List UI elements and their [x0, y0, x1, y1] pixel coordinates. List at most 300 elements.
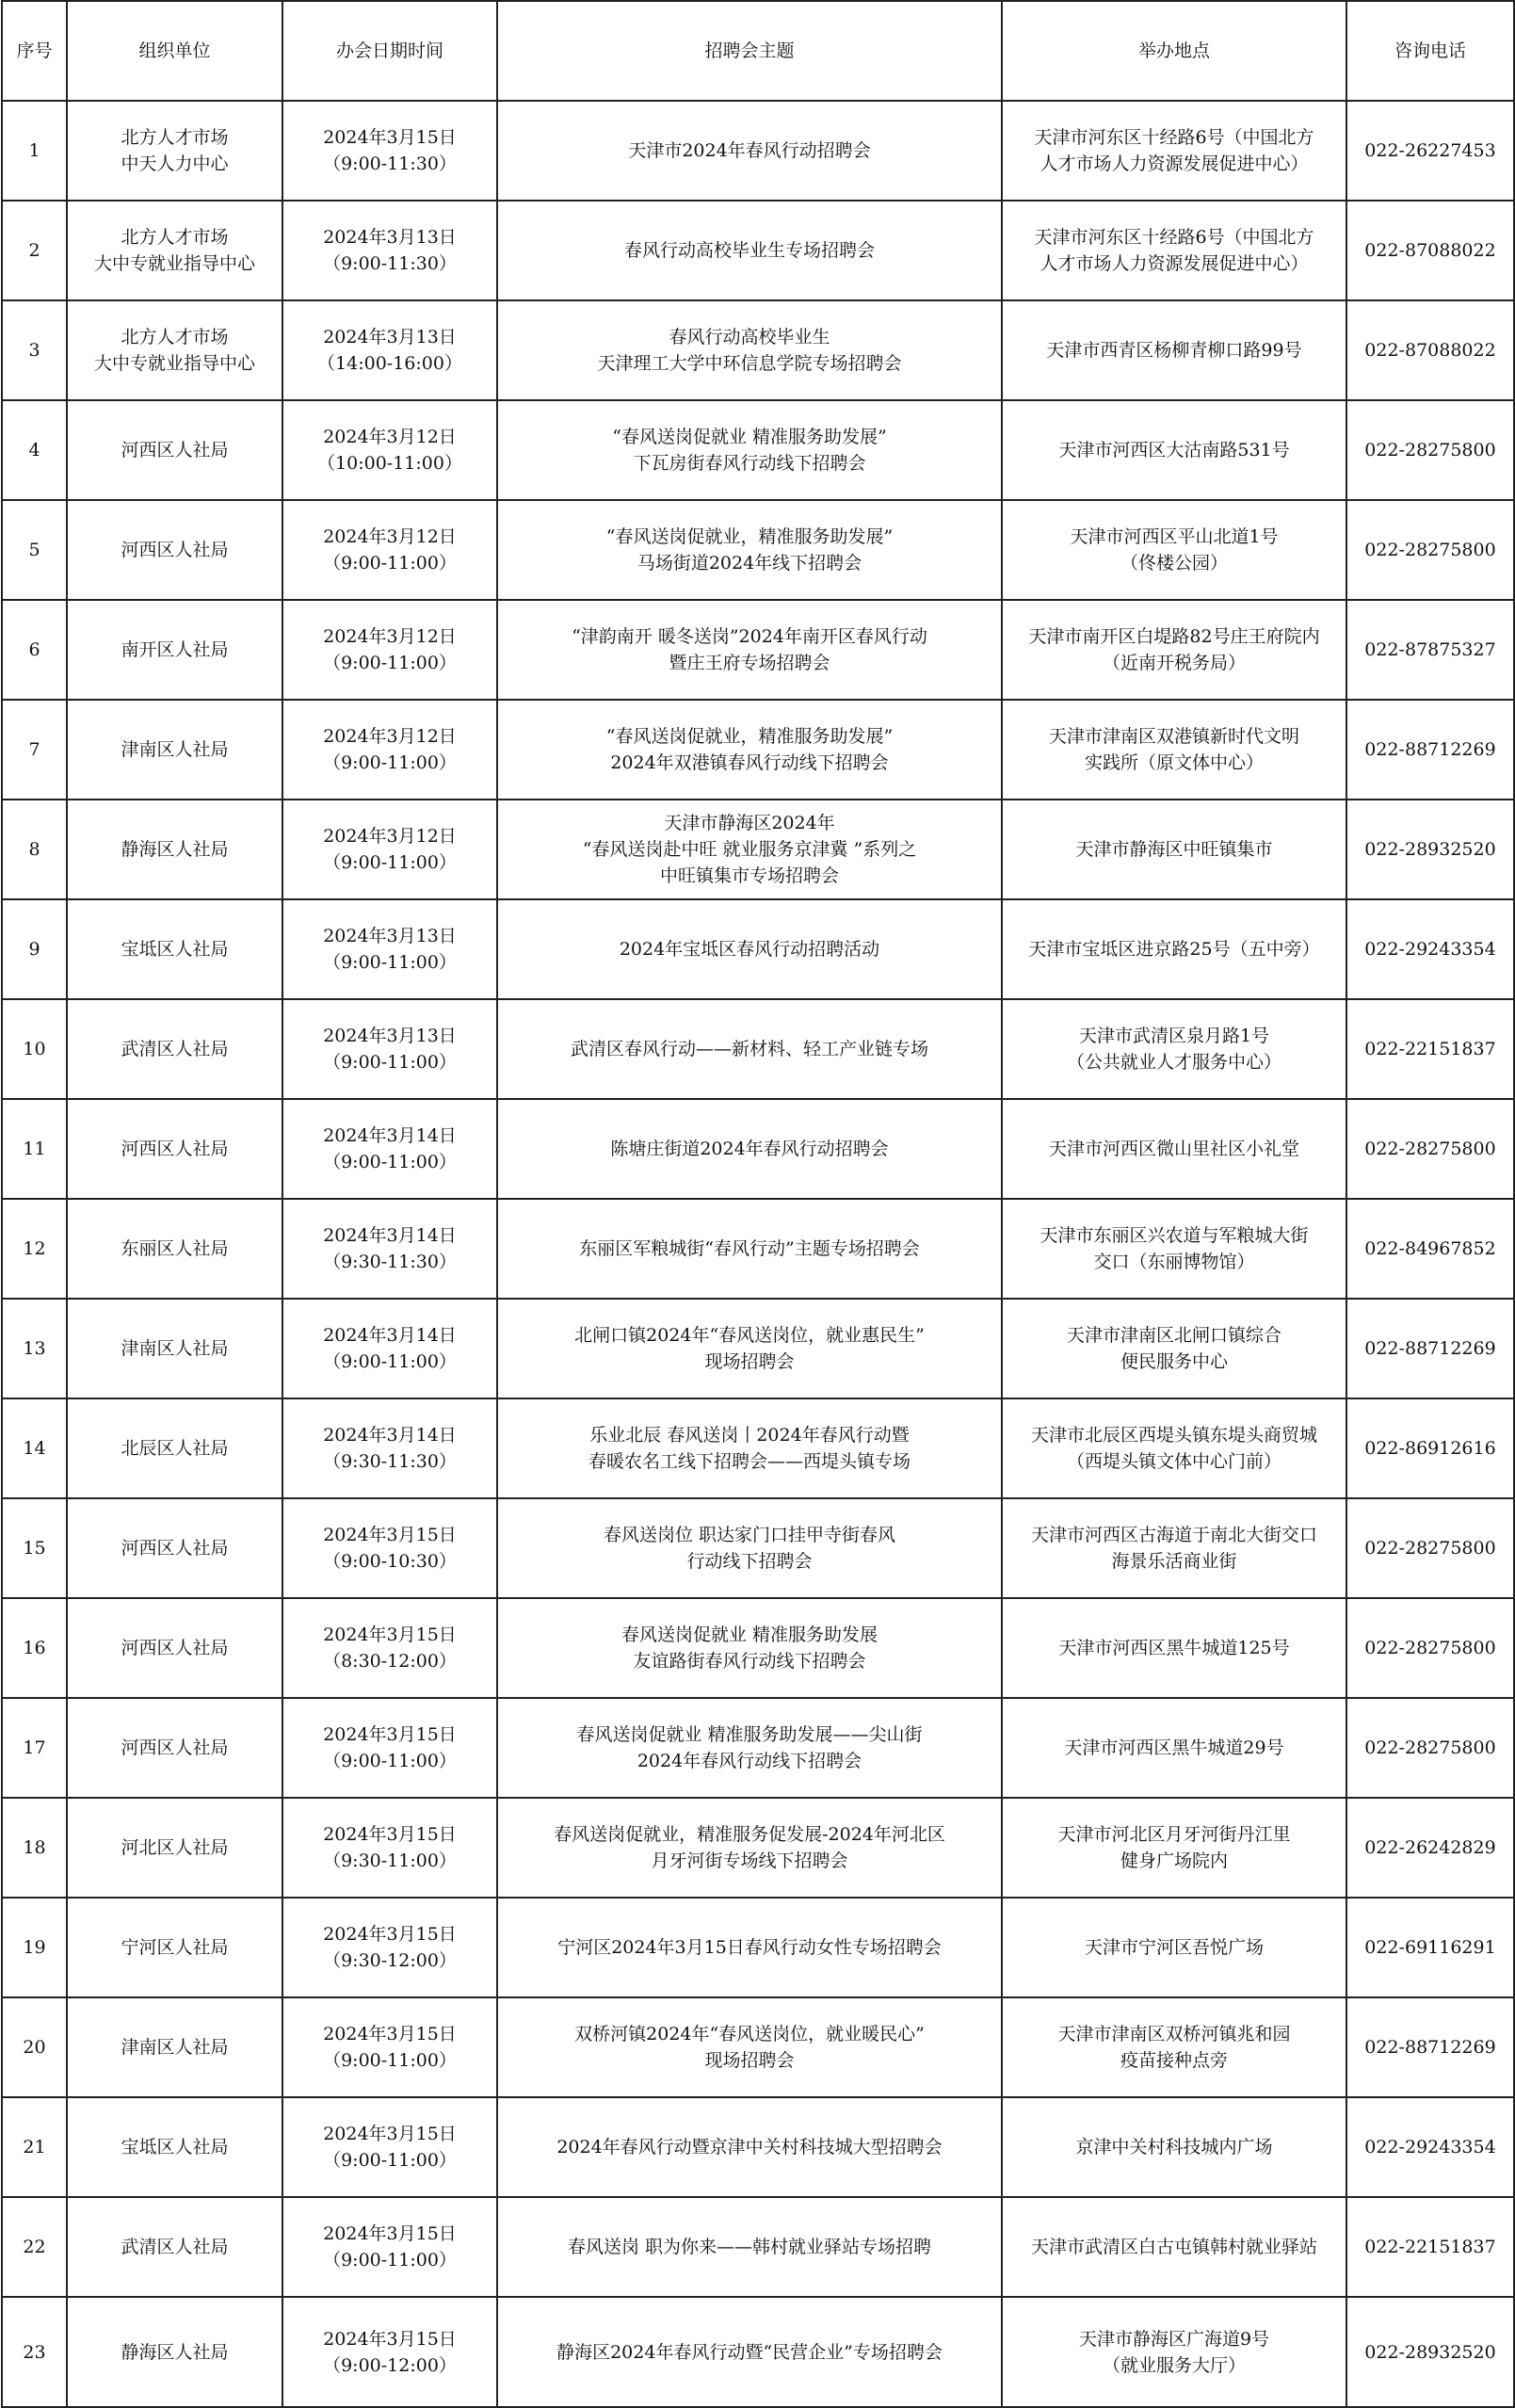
- theme-cell-text: 春风行动高校毕业生 天津理工大学中环信息学院专场招聘会: [597, 327, 902, 374]
- organizer-cell: [67, 400, 282, 500]
- index-cell: [2, 2197, 67, 2297]
- organizer-cell-text: 津南区人社局: [121, 739, 229, 760]
- date-time-cell: [282, 1698, 497, 1798]
- index-cell-text: 10: [23, 1039, 46, 1059]
- location-cell: [1002, 1498, 1346, 1598]
- location-cell: [1002, 800, 1346, 899]
- theme-cell-text: “春风送岗促就业 精准服务助发展” 下瓦房街春风行动线下招聘会: [612, 427, 887, 474]
- date-time-cell: [282, 1898, 497, 1997]
- table-row: [2, 800, 1514, 899]
- organizer-cell: [67, 1099, 282, 1199]
- organizer-cell-text: 河西区人社局: [121, 1638, 229, 1658]
- organizer-cell-text: 河西区人社局: [121, 1139, 229, 1159]
- index-cell: [2, 999, 67, 1099]
- index-cell: [2, 1299, 67, 1398]
- table-body: [2, 101, 1514, 2407]
- theme-cell: [497, 999, 1002, 1099]
- organizer-cell-text: 宝坻区人社局: [121, 2137, 229, 2158]
- theme-cell-text: 双桥河镇2024年“春风送岗位，就业暖民心” 现场招聘会: [574, 2024, 925, 2071]
- location-cell: [1002, 600, 1346, 700]
- phone-cell: [1346, 300, 1514, 400]
- organizer-cell-text: 武清区人社局: [121, 2237, 229, 2257]
- location-cell-text: 天津市津南区双桥河镇兆和园 疫苗接种点旁: [1057, 2024, 1291, 2071]
- phone-cell: [1346, 201, 1514, 300]
- location-cell: [1002, 2097, 1346, 2197]
- index-cell: [2, 201, 67, 300]
- index-cell: [2, 1698, 67, 1798]
- header-date-time: 办会日期时间: [282, 1, 497, 101]
- index-cell-text: 6: [28, 639, 40, 660]
- location-cell: [1002, 300, 1346, 400]
- location-cell-text: 天津市南开区白堤路82号庄王府院内 （近南开税务局）: [1028, 626, 1320, 673]
- theme-cell: [497, 1099, 1002, 1199]
- phone-cell: [1346, 800, 1514, 899]
- date-time-cell-text: 2024年3月13日 （9:00-11:00）: [323, 1026, 457, 1073]
- index-cell-text: 21: [23, 2137, 46, 2158]
- theme-cell-text: 春风送岗 职为你来——韩村就业驿站专场招聘: [567, 2237, 932, 2257]
- theme-cell-text: 天津市静海区2024年 “春风送岗赴中旺 就业服务京津冀 ”系列之 中旺镇集市专场招聘会: [582, 813, 917, 886]
- phone-cell-text: 022-84967852: [1364, 1238, 1496, 1259]
- phone-cell-text: 022-87088022: [1364, 340, 1496, 361]
- theme-cell: [497, 1997, 1002, 2097]
- phone-cell-text: 022-22151837: [1364, 2237, 1496, 2257]
- table-row: [2, 2097, 1514, 2197]
- index-cell-text: 15: [23, 1538, 46, 1559]
- location-cell-text: 天津市北辰区西堤头镇东堤头商贸城 （西堤头镇文体中心门前）: [1030, 1425, 1317, 1472]
- phone-cell: [1346, 1199, 1514, 1299]
- organizer-cell-text: 武清区人社局: [121, 1039, 229, 1059]
- theme-cell: [497, 201, 1002, 300]
- phone-cell: [1346, 1898, 1514, 1997]
- date-time-cell-text: 2024年3月12日 （9:00-11:00）: [323, 626, 457, 673]
- theme-cell: [497, 101, 1002, 201]
- location-cell: [1002, 2297, 1346, 2407]
- location-cell-text: 天津市河北区月牙河街丹江里 健身广场院内: [1057, 1824, 1291, 1871]
- table-row: [2, 1199, 1514, 1299]
- table-row: [2, 1598, 1514, 1698]
- phone-cell: [1346, 1099, 1514, 1199]
- index-cell: [2, 800, 67, 899]
- date-time-cell: [282, 2197, 497, 2297]
- index-cell: [2, 1199, 67, 1299]
- table-row: [2, 1798, 1514, 1898]
- location-cell-text: 天津市津南区双港镇新时代文明 实践所（原文体中心）: [1048, 726, 1299, 773]
- index-cell-text: 7: [28, 739, 40, 760]
- date-time-cell-text: 2024年3月13日 （9:00-11:30）: [323, 227, 457, 274]
- table-row: [2, 1099, 1514, 1199]
- location-cell: [1002, 1199, 1346, 1299]
- theme-cell: [497, 1299, 1002, 1398]
- date-time-cell: [282, 500, 497, 600]
- theme-cell-text: “津韵南开 暖冬送岗”2024年南开区春风行动 暨庄王府专场招聘会: [572, 626, 927, 673]
- location-cell-text: 天津市武清区泉月路1号 （公共就业人才服务中心）: [1066, 1026, 1281, 1073]
- theme-cell-text: 春风行动高校毕业生专场招聘会: [623, 240, 875, 261]
- theme-cell: [497, 2197, 1002, 2297]
- phone-cell-text: 022-28275800: [1364, 1737, 1496, 1758]
- organizer-cell: [67, 999, 282, 1099]
- index-cell-text: 22: [23, 2237, 46, 2257]
- theme-cell: [497, 400, 1002, 500]
- phone-cell: [1346, 1498, 1514, 1598]
- organizer-cell: [67, 2097, 282, 2197]
- theme-cell: [497, 2097, 1002, 2197]
- index-cell-text: 18: [23, 1837, 46, 1858]
- index-cell-text: 16: [23, 1638, 46, 1658]
- phone-cell-text: 022-26227453: [1364, 140, 1496, 161]
- table-row: [2, 500, 1514, 600]
- header-index: 序号: [2, 1, 67, 101]
- phone-cell-text: 022-28275800: [1364, 1139, 1496, 1159]
- date-time-cell: [282, 999, 497, 1099]
- location-cell: [1002, 999, 1346, 1099]
- phone-cell: [1346, 999, 1514, 1099]
- table-row: [2, 400, 1514, 500]
- organizer-cell: [67, 101, 282, 201]
- organizer-cell: [67, 1997, 282, 2097]
- location-cell-text: 天津市河东区十经路6号（中国北方 人才市场人力资源发展促进中心）: [1034, 127, 1314, 174]
- date-time-cell-text: 2024年3月15日 （9:00-11:00）: [323, 2024, 457, 2071]
- theme-cell: [497, 1698, 1002, 1798]
- index-cell-text: 2: [28, 240, 40, 261]
- location-cell-text: 天津市宝坻区进京路25号（五中旁）: [1028, 939, 1320, 960]
- theme-cell: [497, 2297, 1002, 2407]
- organizer-cell: [67, 1798, 282, 1898]
- index-cell-text: 4: [28, 440, 40, 461]
- date-time-cell-text: 2024年3月15日 （9:30-12:00）: [323, 1924, 457, 1971]
- table-row: [2, 899, 1514, 999]
- phone-cell-text: 022-28275800: [1364, 440, 1496, 461]
- table-row: [2, 2197, 1514, 2297]
- date-time-cell: [282, 800, 497, 899]
- date-time-cell-text: 2024年3月14日 （9:00-11:00）: [323, 1325, 457, 1372]
- phone-cell: [1346, 600, 1514, 700]
- index-cell-text: 20: [23, 2037, 46, 2058]
- phone-cell: [1346, 2297, 1514, 2407]
- phone-cell: [1346, 400, 1514, 500]
- index-cell: [2, 300, 67, 400]
- location-cell: [1002, 1398, 1346, 1498]
- phone-cell-text: 022-28275800: [1364, 540, 1496, 560]
- organizer-cell: [67, 300, 282, 400]
- organizer-cell: [67, 201, 282, 300]
- phone-cell-text: 022-86912616: [1364, 1438, 1496, 1459]
- organizer-cell-text: 宝坻区人社局: [121, 939, 229, 960]
- location-cell-text: 天津市河西区黑牛城道125号: [1058, 1638, 1290, 1658]
- phone-cell-text: 022-87088022: [1364, 240, 1496, 261]
- table-row: [2, 201, 1514, 300]
- location-cell: [1002, 101, 1346, 201]
- phone-cell-text: 022-22151837: [1364, 1039, 1496, 1059]
- location-cell-text: 天津市宁河区吾悦广场: [1084, 1937, 1264, 1958]
- theme-cell: [497, 800, 1002, 899]
- date-time-cell: [282, 101, 497, 201]
- index-cell: [2, 600, 67, 700]
- index-cell: [2, 1798, 67, 1898]
- theme-cell-text: 静海区2024年春风行动暨“民营企业”专场招聘会: [556, 2341, 943, 2363]
- phone-cell: [1346, 1997, 1514, 2097]
- organizer-cell: [67, 700, 282, 800]
- date-time-cell-text: 2024年3月14日 （9:00-11:00）: [323, 1125, 457, 1172]
- organizer-cell-text: 河西区人社局: [121, 540, 229, 560]
- phone-cell: [1346, 700, 1514, 800]
- table-row: [2, 1398, 1514, 1498]
- phone-cell: [1346, 500, 1514, 600]
- theme-cell-text: 乐业北辰 春风送岗丨2024年春风行动暨 春暖农名工线下招聘会——西堤头镇专场: [588, 1425, 911, 1472]
- location-cell-text: 天津市河西区大沽南路531号: [1058, 440, 1290, 461]
- date-time-cell: [282, 1299, 497, 1398]
- date-time-cell-text: 2024年3月15日 （9:00-11:00）: [323, 2223, 457, 2271]
- theme-cell: [497, 500, 1002, 600]
- theme-cell-text: 陈塘庄街道2024年春风行动招聘会: [610, 1139, 889, 1159]
- date-time-cell: [282, 1398, 497, 1498]
- theme-cell: [497, 300, 1002, 400]
- theme-cell: [497, 600, 1002, 700]
- theme-cell-text: 春风送岗促就业 精准服务助发展 友谊路街春风行动线下招聘会: [621, 1624, 878, 1672]
- organizer-cell: [67, 600, 282, 700]
- theme-cell: [497, 1398, 1002, 1498]
- phone-cell-text: 022-88712269: [1364, 2037, 1496, 2058]
- phone-cell: [1346, 2097, 1514, 2197]
- phone-cell-text: 022-28275800: [1364, 1538, 1496, 1559]
- index-cell: [2, 2097, 67, 2197]
- phone-cell-text: 022-28275800: [1364, 1638, 1496, 1658]
- location-cell-text: 天津市西青区杨柳青柳口路99号: [1046, 340, 1302, 361]
- organizer-cell-text: 河西区人社局: [121, 1737, 229, 1758]
- location-cell: [1002, 400, 1346, 500]
- date-time-cell-text: 2024年3月13日 （9:00-11:00）: [323, 926, 457, 973]
- date-time-cell-text: 2024年3月15日 （9:00-11:00）: [323, 2124, 457, 2171]
- index-cell-text: 8: [28, 839, 40, 860]
- index-cell: [2, 1099, 67, 1199]
- organizer-cell: [67, 500, 282, 600]
- organizer-cell: [67, 800, 282, 899]
- organizer-cell-text: 河西区人社局: [121, 440, 229, 461]
- table-row: [2, 700, 1514, 800]
- index-cell-text: 5: [28, 540, 40, 560]
- table-row: [2, 1698, 1514, 1798]
- theme-cell-text: “春风送岗促就业，精准服务助发展” 马场街道2024年线下招聘会: [605, 526, 894, 574]
- index-cell-text: 11: [23, 1139, 46, 1159]
- date-time-cell: [282, 1199, 497, 1299]
- date-time-cell: [282, 2297, 497, 2407]
- location-cell: [1002, 1798, 1346, 1898]
- date-time-cell: [282, 400, 497, 500]
- date-time-cell-text: 2024年3月15日 （9:00-11:30）: [323, 127, 457, 174]
- organizer-cell: [67, 2297, 282, 2407]
- location-cell: [1002, 1997, 1346, 2097]
- date-time-cell-text: 2024年3月15日 （9:00-10:30）: [323, 1525, 457, 1572]
- location-cell-text: 天津市河西区平山北道1号 （佟楼公园）: [1070, 526, 1279, 574]
- location-cell-text: 天津市东丽区兴农道与军粮城大街 交口（东丽博物馆）: [1040, 1225, 1309, 1272]
- index-cell-text: 23: [23, 2341, 46, 2363]
- date-time-cell-text: 2024年3月12日 （9:00-11:00）: [323, 526, 457, 574]
- table-row: [2, 1299, 1514, 1398]
- index-cell: [2, 1997, 67, 2097]
- location-cell: [1002, 899, 1346, 999]
- date-time-cell: [282, 300, 497, 400]
- organizer-cell-text: 津南区人社局: [121, 1338, 229, 1359]
- table-row: [2, 1898, 1514, 1997]
- location-cell: [1002, 1598, 1346, 1698]
- phone-cell: [1346, 1698, 1514, 1798]
- phone-cell-text: 022-88712269: [1364, 739, 1496, 760]
- location-cell: [1002, 1099, 1346, 1199]
- organizer-cell-text: 河西区人社局: [121, 1538, 229, 1559]
- organizer-cell: [67, 2197, 282, 2297]
- date-time-cell: [282, 2097, 497, 2197]
- organizer-cell-text: 北辰区人社局: [121, 1438, 229, 1459]
- phone-cell: [1346, 1398, 1514, 1498]
- theme-cell-text: 2024年春风行动暨京津中关村科技城大型招聘会: [556, 2137, 943, 2158]
- index-cell-text: 1: [28, 140, 40, 161]
- index-cell-text: 9: [28, 939, 40, 960]
- date-time-cell-text: 2024年3月15日 （8:30-12:00）: [323, 1624, 457, 1672]
- theme-cell: [497, 1598, 1002, 1698]
- date-time-cell: [282, 1598, 497, 1698]
- location-cell: [1002, 2197, 1346, 2297]
- organizer-cell: [67, 1199, 282, 1299]
- table-row: [2, 101, 1514, 201]
- date-time-cell-text: 2024年3月15日 （9:00-12:00）: [323, 2328, 457, 2376]
- date-time-cell-text: 2024年3月12日 （10:00-11:00）: [317, 427, 462, 474]
- location-cell-text: 天津市河西区微山里社区小礼堂: [1048, 1139, 1299, 1159]
- organizer-cell: [67, 1299, 282, 1398]
- theme-cell: [497, 1798, 1002, 1898]
- theme-cell: [497, 700, 1002, 800]
- date-time-cell-text: 2024年3月15日 （9:30-11:00）: [323, 1824, 457, 1871]
- phone-cell-text: 022-26242829: [1364, 1837, 1496, 1858]
- phone-cell: [1346, 2197, 1514, 2297]
- phone-cell-text: 022-29243354: [1364, 2137, 1496, 2158]
- index-cell: [2, 1598, 67, 1698]
- table-row: [2, 600, 1514, 700]
- theme-cell-text: “春风送岗促就业，精准服务助发展” 2024年双港镇春风行动线下招聘会: [605, 726, 894, 773]
- theme-cell-text: 春风送岗位 职达家门口挂甲寺街春风 行动线下招聘会: [603, 1525, 896, 1572]
- theme-cell-text: 北闸口镇2024年“春风送岗位，就业惠民生” 现场招聘会: [574, 1325, 925, 1372]
- date-time-cell-text: 2024年3月14日 （9:30-11:30）: [323, 1225, 457, 1272]
- phone-cell-text: 022-28932520: [1364, 839, 1496, 860]
- index-cell-text: 19: [23, 1937, 46, 1958]
- theme-cell-text: 春风送岗促就业 精准服务助发展——尖山街 2024年春风行动线下招聘会: [576, 1724, 923, 1771]
- theme-cell-text: 武清区春风行动——新材料、轻工产业链专场: [570, 1039, 928, 1059]
- index-cell-text: 3: [28, 340, 40, 361]
- phone-cell-text: 022-69116291: [1364, 1937, 1496, 1958]
- date-time-cell-text: 2024年3月12日 （9:00-11:00）: [323, 726, 457, 773]
- index-cell: [2, 2297, 67, 2407]
- location-cell: [1002, 1698, 1346, 1798]
- organizer-cell-text: 南开区人社局: [121, 639, 229, 660]
- date-time-cell-text: 2024年3月13日 （14:00-16:00）: [317, 327, 462, 374]
- location-cell-text: 天津市河东区十经路6号（中国北方 人才市场人力资源发展促进中心）: [1034, 227, 1314, 274]
- phone-cell-text: 022-88712269: [1364, 1338, 1496, 1359]
- theme-cell-text: 宁河区2024年3月15日春风行动女性专场招聘会: [557, 1937, 942, 1958]
- location-cell-text: 天津市河西区黑牛城道29号: [1064, 1737, 1284, 1758]
- organizer-cell: [67, 1498, 282, 1598]
- location-cell-text: 天津市静海区中旺镇集市: [1075, 839, 1273, 860]
- organizer-cell-text: 宁河区人社局: [121, 1937, 229, 1958]
- phone-cell: [1346, 1598, 1514, 1698]
- organizer-cell: [67, 1398, 282, 1498]
- location-cell: [1002, 201, 1346, 300]
- index-cell: [2, 400, 67, 500]
- theme-cell: [497, 1898, 1002, 1997]
- location-cell-text: 天津市津南区北闸口镇综合 便民服务中心: [1066, 1325, 1281, 1372]
- phone-cell: [1346, 101, 1514, 201]
- date-time-cell-text: 2024年3月14日 （9:30-11:30）: [323, 1425, 457, 1472]
- date-time-cell: [282, 1099, 497, 1199]
- index-cell-text: 12: [23, 1238, 46, 1259]
- theme-cell-text: 天津市2024年春风行动招聘会: [628, 140, 871, 161]
- theme-cell: [497, 1199, 1002, 1299]
- header-theme: 招聘会主题: [497, 1, 1002, 101]
- organizer-cell: [67, 1698, 282, 1798]
- header-organizer: 组织单位: [67, 1, 282, 101]
- index-cell: [2, 101, 67, 201]
- header-location: 举办地点: [1002, 1, 1346, 101]
- organizer-cell-text: 静海区人社局: [121, 839, 229, 860]
- index-cell: [2, 700, 67, 800]
- index-cell: [2, 1898, 67, 1997]
- organizer-cell-text: 静海区人社局: [121, 2341, 229, 2363]
- location-cell: [1002, 500, 1346, 600]
- index-cell: [2, 899, 67, 999]
- location-cell: [1002, 1898, 1346, 1997]
- date-time-cell: [282, 201, 497, 300]
- phone-cell: [1346, 1299, 1514, 1398]
- index-cell-text: 14: [23, 1438, 46, 1459]
- theme-cell-text: 东丽区军粮城街“春风行动”主题专场招聘会: [579, 1238, 920, 1259]
- phone-cell-text: 022-28932520: [1364, 2341, 1496, 2363]
- organizer-cell-text: 津南区人社局: [121, 2037, 229, 2058]
- date-time-cell: [282, 1997, 497, 2097]
- index-cell: [2, 1398, 67, 1498]
- location-cell-text: 京津中关村科技城内广场: [1075, 2137, 1273, 2158]
- table-row: [2, 1997, 1514, 2097]
- header-phone: 咨询电话: [1346, 1, 1514, 101]
- theme-cell-text: 春风送岗促就业，精准服务促发展-2024年河北区 月牙河街专场线下招聘会: [554, 1824, 945, 1871]
- organizer-cell-text: 北方人才市场 大中专就业指导中心: [93, 227, 255, 274]
- organizer-cell-text: 河北区人社局: [121, 1837, 229, 1858]
- theme-cell: [497, 899, 1002, 999]
- table-row: [2, 999, 1514, 1099]
- table-header-row: [2, 1, 1514, 101]
- date-time-cell: [282, 1498, 497, 1598]
- index-cell-text: 13: [23, 1338, 46, 1359]
- index-cell: [2, 500, 67, 600]
- phone-cell-text: 022-87875327: [1364, 639, 1496, 660]
- location-cell-text: 天津市武清区白古屯镇韩村就业驿站: [1030, 2237, 1317, 2257]
- location-cell: [1002, 1299, 1346, 1398]
- table-row: [2, 1498, 1514, 1598]
- date-time-cell: [282, 1798, 497, 1898]
- organizer-cell-text: 东丽区人社局: [121, 1238, 229, 1259]
- theme-cell: [497, 1498, 1002, 1598]
- date-time-cell-text: 2024年3月15日 （9:00-11:00）: [323, 1724, 457, 1771]
- location-cell-text: 天津市河西区古海道于南北大街交口 海景乐活商业街: [1030, 1525, 1317, 1572]
- date-time-cell-text: 2024年3月12日 （9:00-11:00）: [323, 826, 457, 873]
- location-cell: [1002, 700, 1346, 800]
- organizer-cell-text: 北方人才市场 中天人力中心: [121, 127, 229, 174]
- organizer-cell-text: 北方人才市场 大中专就业指导中心: [93, 327, 255, 374]
- date-time-cell: [282, 600, 497, 700]
- phone-cell: [1346, 1798, 1514, 1898]
- organizer-cell: [67, 899, 282, 999]
- organizer-cell: [67, 1898, 282, 1997]
- location-cell-text: 天津市静海区广海道9号 （就业服务大厅）: [1078, 2328, 1270, 2376]
- theme-cell-text: 2024年宝坻区春风行动招聘活动: [619, 939, 880, 960]
- date-time-cell: [282, 899, 497, 999]
- table-row: [2, 2297, 1514, 2407]
